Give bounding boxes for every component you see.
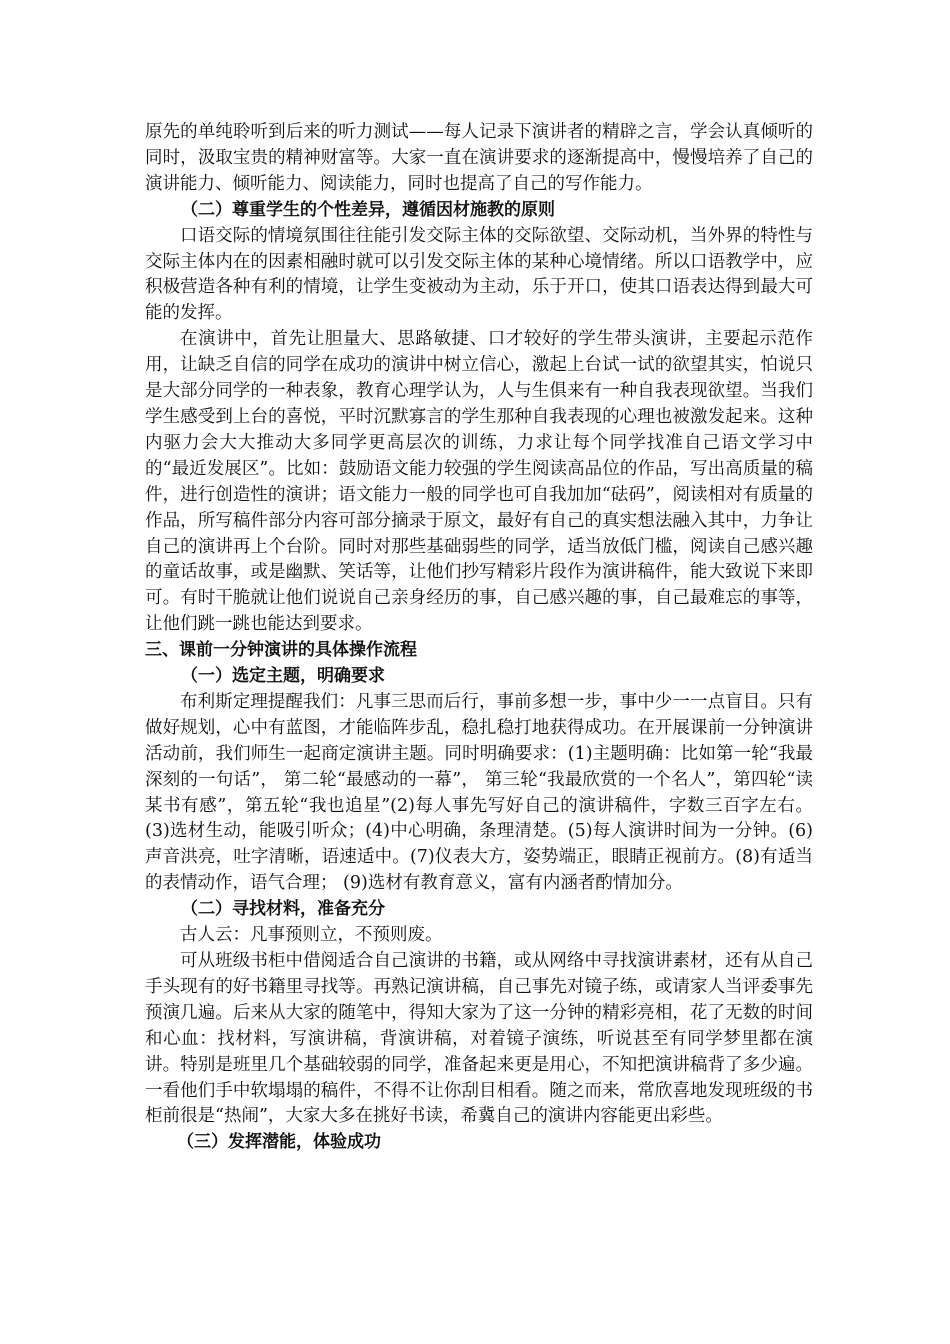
paragraph-requirements: 布利斯定理提醒我们：凡事三思而后行，事前多想一步，事中少一一点盲目。只有做好规划，心中有蓝图，才能临阵步乱，稳扎稳打地获得成功。在开展课前一分钟演讲活动前，我们师生一起商定演讲主题。同时明确要求：(1)主题明确：比如第一轮“我最深刻的一句话”， 第二轮“最感动的一幕”， 第三轮“我最欣赏的一个名人”，第四轮“读某书有感”，第五轮“我也追星”(2)每人事先写好自己的演讲稿件，字数三百字左右。(3)选材生动，能吸引听众；(4)中心明确，条理清楚。(5)每人演讲时间为一分钟。(6)声音洪亮，吐字清晰，语速适中。(7)仪表大方，姿势端正，眼睛正视前方。(8)有适当的表情动作，语气合理； (9)选材有教育意义，富有内涵者酌情加分。 xyxy=(145,691,813,894)
heading-choose-topic: （一）选定主题，明确要求 xyxy=(181,666,385,687)
paragraph-oral-communication: 口语交际的情境氛围往往能引发交际主体的交际欲望、交际动机，当外界的特性与交际主体内在的因素相融时就可以引发交际主体的某种心境情绪。所以口语教学中，应积极营造各种有利的情境，让学生变被动为主动，乐于开口，使其口语表达得到最大可能的发挥。 xyxy=(145,225,813,324)
heading-unleash-potential: （三）发挥潜能，体验成功 xyxy=(177,1132,381,1153)
document-body xyxy=(145,120,813,1156)
section-title-procedure: 三、课前一分钟演讲的具体操作流程 xyxy=(145,640,417,661)
paragraph-speech-leaders: 在演讲中，首先让胆量大、思路敏捷、口才较好的学生带头演讲，主要起示范作用，让缺乏自信的同学在成功的演讲中树立信心，激起上台试一试的欲望其实，怕说只是大部分同学的一种表象，教育心理学认为，人与生俱来有一种自我表现欲望。当我们学生感受到上台的喜悦，平时沉默寡言的学生那种自我表现的心理也被激发起来。这种内驱力会大大推动大多同学更高层次的训练，力求让每个同学找准自己语文学习中的“最近发展区”。比如：鼓励语文能力较强的学生阅读高品位的作品，写出高质量的稿件，进行创造性的演讲；语文能力一般的同学也可自我加加“砝码”，阅读相对有质量的作品，所写稿件部分内容可部分摘录于原文，最好有自己的真实想法融入其中，力争让自己的演讲再上个台阶。同时对那些基础弱些的同学，适当放低门槛，阅读自己感兴趣的童话故事，或是幽默、笑话等，让他们抄写精彩片段作为演讲稿件，能大致说下来即可。有时干脆就让他们说说自己亲身经历的事，自己感兴趣的事，自己最难忘的事等，让他们跳一跳也能达到要求。 xyxy=(145,329,813,635)
paragraph-preparation: 可从班级书柜中借阅适合自己演讲的书籍，或从网络中寻找演讲素材，还有从自己手头现有的好书籍里寻找等。再熟记演讲稿，自己事先对镜子练，或请家人当评委事先预演几遍。后来从大家的随笔中，得知大家为了这一分钟的精彩亮相，花了无数的时间和心血：找材料，写演讲稿，背演讲稿，对着镜子演练，听说甚至有同学梦里都在演讲。特别是班里几个基础较弱的同学，准备起来更是用心，不知把演讲稿背了多少遍。一看他们手中软塌塌的稿件，不得不让你刮目相看。随之而来，常欣喜地发现班级的书柜前很是“热闹”，大家大多在挑好书读，希冀自己的演讲内容能更出彩些。 xyxy=(145,951,813,1127)
paragraph-ancient-saying: 古人云：凡事预则立，不预则废。 xyxy=(180,925,443,946)
paragraph-listening-abilities: 原先的单纯聆听到后来的听力测试——每人记录下演讲者的精辟之言，学会认真倾听的同时，汲取宝贵的精神财富等。大家一直在演讲要求的逐渐提高中，慢慢培养了自己的演讲能力、倾听能力、阅读能力，同时也提高了自己的写作能力。 xyxy=(145,122,813,194)
heading-find-materials: （二）寻找材料，准备充分 xyxy=(181,899,385,920)
heading-respect-differences: （二）尊重学生的个性差异，遵循因材施教的原则 xyxy=(181,199,555,220)
